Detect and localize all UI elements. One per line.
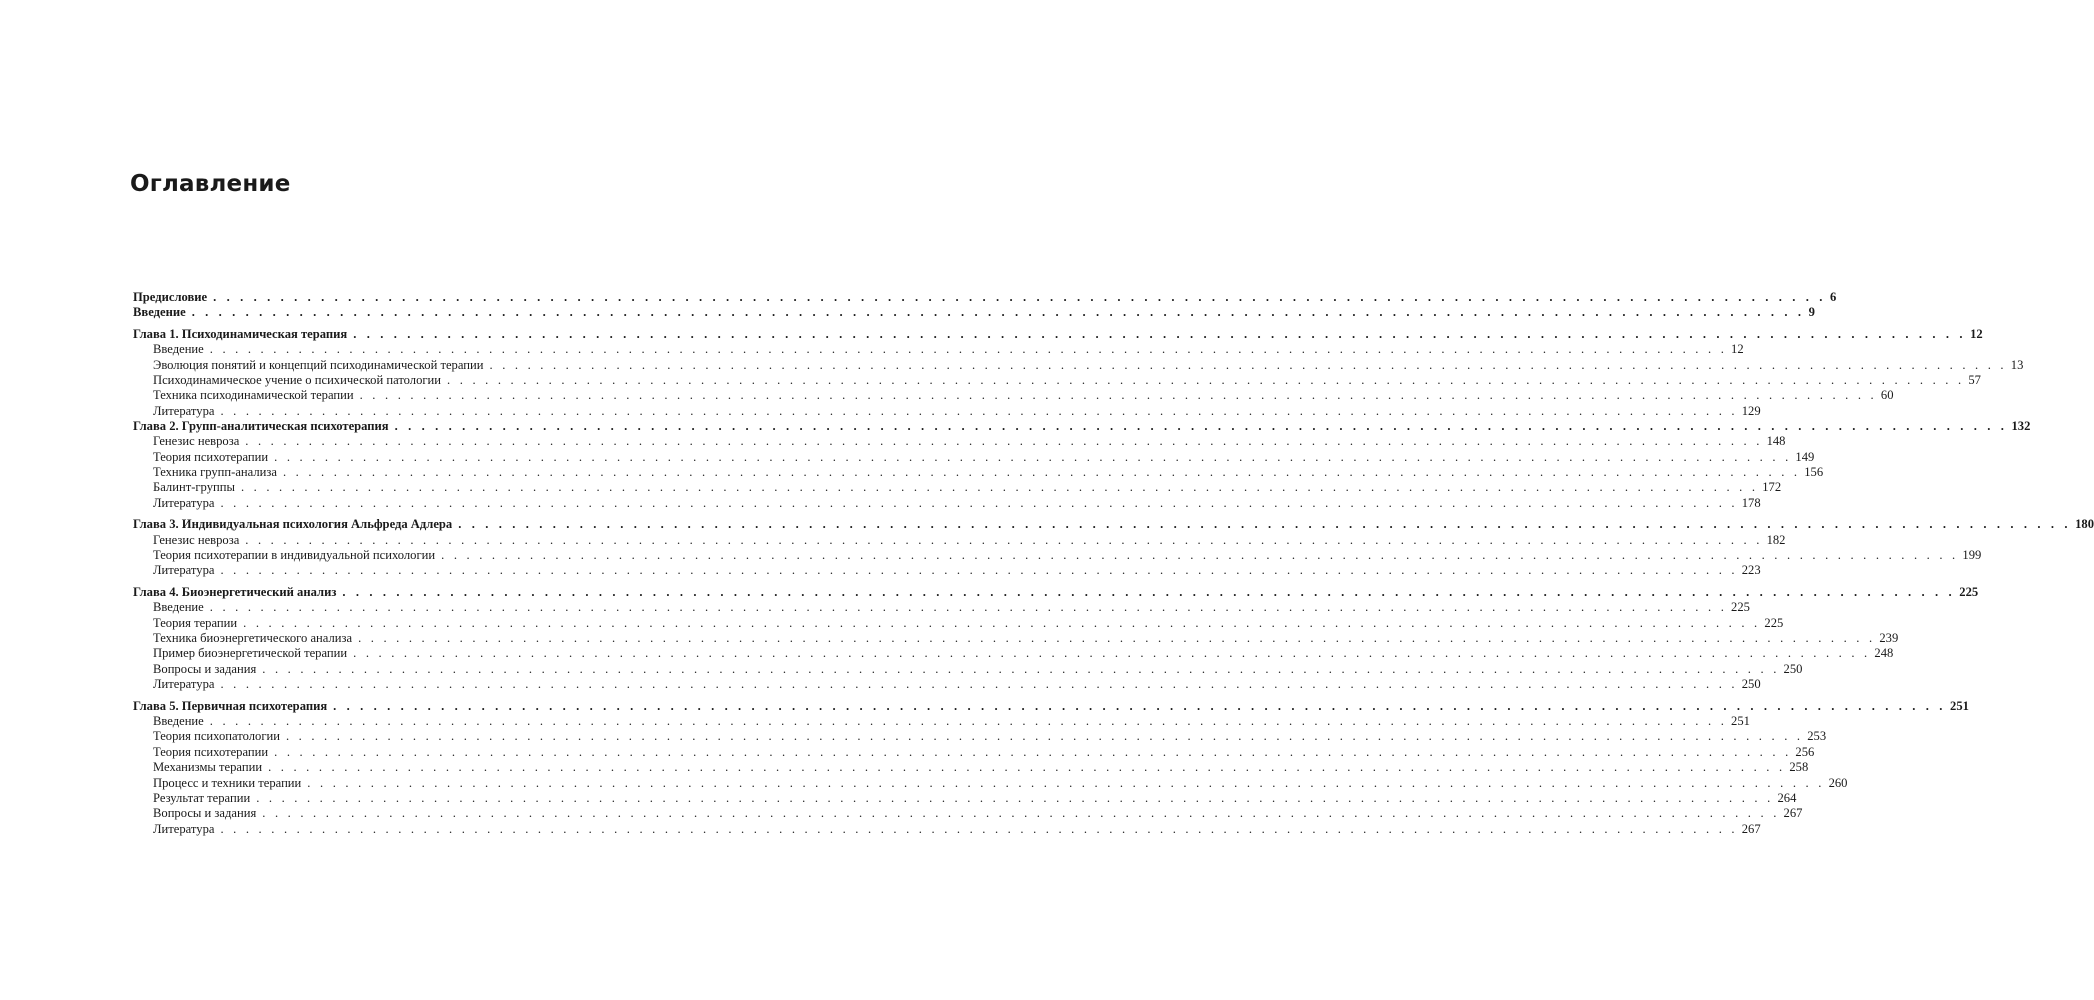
toc-section-entry[interactable] bbox=[133, 403, 1761, 419]
toc-entry-page-number: 172 bbox=[1762, 480, 1782, 495]
toc-section-entry[interactable] bbox=[133, 615, 1784, 631]
toc-entry-title: Литература bbox=[153, 495, 215, 510]
dot-leader: . . . . . . . . . . . . . . . . . . . . . . . . . . . . . . . . . . . . . . . . . . . . . . . . . . . . . . . . . . . . . . . . . . . . . . . . . . . . . . . . . . . . . . . . . . . . . . . . . . . . . . . . . . . . . . . . . . . . . . . . bbox=[245, 434, 1763, 449]
toc-entry-title: Введение bbox=[153, 600, 204, 615]
toc-entry-title: Литература bbox=[153, 821, 215, 836]
toc-entry-title: Теория психопатологии bbox=[153, 729, 280, 744]
dot-leader: . . . . . . . . . . . . . . . . . . . . . . . . . . . . . . . . . . . . . . . . . . . . . . . . . . . . . . . . . . . . . . . . . . . . . . . . . . . . . . . . . . . . . . . . . . . . . . . . . . . . . . . . . . . . . . . . . . . . . . . . bbox=[268, 760, 1786, 775]
dot-leader: . . . . . . . . . . . . . . . . . . . . . . . . . . . . . . . . . . . . . . . . . . . . . . . . . . . . . . . . . . . . . . . . . . . . . . . . . . . . . . . . . . . . . . . . . . . . . . . . . . . . . . . . . . . . . . . . . . . . . . . . bbox=[342, 585, 1956, 600]
toc-section-entry[interactable] bbox=[133, 760, 1809, 775]
toc-section-entry[interactable] bbox=[133, 631, 1899, 646]
toc-entry-title: Теория терапии bbox=[153, 615, 238, 630]
toc-entry-title: Генезис невроза bbox=[153, 532, 240, 547]
toc-chapter-entry[interactable] bbox=[133, 585, 1979, 600]
toc-entry-page-number: 225 bbox=[1764, 615, 1784, 630]
toc-entry-title: Введение bbox=[153, 342, 204, 357]
toc-entry-page-number: 12 bbox=[1731, 342, 1744, 357]
dot-leader: . . . . . . . . . . . . . . . . . . . . . . . . . . . . . . . . . . . . . . . . . . . . . . . . . . . . . . . . . . . . . . . . . . . . . . . . . . . . . . . . . . . . . . . . . . . . . . . . . . . . . . . . . . . . . . . . . . . . . . . . bbox=[285, 729, 1804, 744]
toc-entry-page-number: 199 bbox=[1962, 548, 1982, 563]
toc-entry-title: Техника биоэнергетического анализа bbox=[153, 631, 353, 646]
toc-entry-page-number: 250 bbox=[1783, 661, 1803, 676]
toc-entry-title: Результат терапии bbox=[153, 790, 251, 805]
toc-entry-title: Глава 2. Групп-аналитическая психотерапия bbox=[133, 419, 389, 434]
toc-chapter-entry[interactable] bbox=[133, 305, 1815, 320]
toc-entry-page-number: 12 bbox=[1970, 326, 1983, 341]
toc-entry-title: Глава 3. Индивидуальная психология Альфреда Адлера bbox=[133, 517, 453, 532]
toc-entry-title: Вопросы и задания bbox=[153, 661, 257, 676]
toc-entry-title: Литература bbox=[153, 677, 215, 692]
toc-entry-title: Техника групп-анализа bbox=[153, 465, 277, 480]
toc-entry-title: Эволюция понятий и концепций психодинамической терапии bbox=[153, 357, 484, 372]
toc-entry-title: Введение bbox=[133, 305, 186, 320]
table-of-contents bbox=[133, 290, 2094, 837]
toc-section-entry[interactable] bbox=[133, 480, 1782, 495]
dot-leader: . . . . . . . . . . . . . . . . . . . . . . . . . . . . . . . . . . . . . . . . . . . . . . . . . . . . . . . . . . . . . . . . . . . . . . . . . . . . . . . . . . . . . . . . . . . . . . . . . . . . . . . . . . . . . . . . . . . . . . . . bbox=[245, 532, 1763, 547]
toc-entry-title: Балинт-группы bbox=[153, 480, 235, 495]
dot-leader: . . . . . . . . . . . . . . . . . . . . . . . . . . . . . . . . . . . . . . . . . . . . . . . . . . . . . . . . . . . . . . . . . . . . . . . . . . . . . . . . . . . . . . . . . . . . . . . . . . . . . . . . . . . . . . . . . . . . . . . . bbox=[447, 373, 1965, 388]
dot-leader: . . . . . . . . . . . . . . . . . . . . . . . . . . . . . . . . . . . . . . . . . . . . . . . . . . . . . . . . . . . . . . . . . . . . . . . . . . . . . . . . . . . . . . . . . . . . . . . . . . . . . . . . . . . . . . . . . . . . . . . . bbox=[274, 449, 1792, 464]
dot-leader: . . . . . . . . . . . . . . . . . . . . . . . . . . . . . . . . . . . . . . . . . . . . . . . . . . . . . . . . . . . . . . . . . . . . . . . . . . . . . . . . . . . . . . . . . . . . . . . . . . . . . . . . . . . . . . . . . . . . . . . . bbox=[209, 714, 1728, 729]
toc-entry-page-number: 264 bbox=[1777, 790, 1797, 805]
toc-entry-page-number: 250 bbox=[1741, 677, 1761, 692]
dot-leader: . . . . . . . . . . . . . . . . . . . . . . . . . . . . . . . . . . . . . . . . . . . . . . . . . . . . . . . . . . . . . . . . . . . . . . . . . . . . . . . . . . . . . . . . . . . . . . . . . . . . . . . . . . . . . . . . . . . . . . . . bbox=[262, 806, 1780, 821]
dot-leader: . . . . . . . . . . . . . . . . . . . . . . . . . . . . . . . . . . . . . . . . . . . . . . . . . . . . . . . . . . . . . . . . . . . . . . . . . . . . . . . . . . . . . . . . . . . . . . . . . . . . . . . . . . . . . . . . . . . . . . . . bbox=[353, 646, 1871, 661]
toc-entry-title: Глава 5. Первичная психотерапия bbox=[133, 698, 328, 713]
toc-entry-title: Литература bbox=[153, 403, 215, 418]
toc-entry-page-number: 256 bbox=[1795, 744, 1815, 759]
dot-leader: . . . . . . . . . . . . . . . . . . . . . . . . . . . . . . . . . . . . . . . . . . . . . . . . . . . . . . . . . . . . . . . . . . . . . . . . . . . . . . . . . . . . . . . . . . . . . . . . . . . . . . . . . . . . . . . . . . . . . . . . bbox=[458, 517, 2072, 532]
toc-entry-page-number: 251 bbox=[1950, 698, 1969, 713]
dot-leader: . . . . . . . . . . . . . . . . . . . . . . . . . . . . . . . . . . . . . . . . . . . . . . . . . . . . . . . . . . . . . . . . . . . . . . . . . . . . . . . . . . . . . . . . . . . . . . . . . . . . . . . . . . . . . . . . . . . . . . . . bbox=[243, 615, 1761, 630]
toc-entry-page-number: 57 bbox=[1968, 373, 1981, 388]
toc-entry-title: Процесс и техники терапии bbox=[153, 775, 302, 790]
toc-entry-page-number: 260 bbox=[1828, 775, 1848, 790]
dot-leader: . . . . . . . . . . . . . . . . . . . . . . . . . . . . . . . . . . . . . . . . . . . . . . . . . . . . . . . . . . . . . . . . . . . . . . . . . . . . . . . . . . . . . . . . . . . . . . . . . . . . . . . . . . . . . . . . . . . . . . . . bbox=[220, 677, 1738, 692]
toc-entry-page-number: 156 bbox=[1804, 465, 1824, 480]
toc-entry-page-number: 13 bbox=[2010, 357, 2024, 372]
toc-section-entry[interactable] bbox=[133, 388, 1894, 403]
toc-section-entry[interactable] bbox=[133, 373, 1981, 388]
toc-section-entry[interactable] bbox=[133, 806, 1803, 821]
toc-section-entry[interactable] bbox=[133, 775, 1848, 791]
toc-entry-page-number: 60 bbox=[1880, 388, 1894, 403]
toc-entry-title: Глава 4. Биоэнергетический анализ bbox=[133, 585, 337, 600]
toc-chapter-entry[interactable] bbox=[133, 419, 2031, 434]
toc-section-entry[interactable] bbox=[133, 449, 1815, 465]
toc-chapter-entry[interactable] bbox=[133, 517, 2094, 532]
toc-entry-title: Введение bbox=[153, 714, 204, 729]
toc-entry-page-number: 132 bbox=[2011, 419, 2031, 434]
toc-entry-page-number: 225 bbox=[1731, 600, 1750, 615]
toc-entry-title: Психодинамическое учение о психической патологии bbox=[153, 373, 442, 388]
dot-leader: . . . . . . . . . . . . . . . . . . . . . . . . . . . . . . . . . . . . . . . . . . . . . . . . . . . . . . . . . . . . . . . . . . . . . . . . . . . . . . . . . . . . . . . . . . . . . . . . . . . . . . . . . . . . . . . . . . . . . . . . bbox=[274, 744, 1792, 759]
toc-entry-title: Механизмы терапии bbox=[153, 760, 263, 775]
dot-leader: . . . . . . . . . . . . . . . . . . . . . . . . . . . . . . . . . . . . . . . . . . . . . . . . . . . . . . . . . . . . . . . . . . . . . . . . . . . . . . . . . . . . . . . . . . . . . . . . . . . . . . . . . . . . . . . . . . . . . . . . bbox=[213, 290, 1827, 304]
toc-entry-page-number: 6 bbox=[1830, 290, 1837, 304]
dot-leader: . . . . . . . . . . . . . . . . . . . . . . . . . . . . . . . . . . . . . . . . . . . . . . . . . . . . . . . . . . . . . . . . . . . . . . . . . . . . . . . . . . . . . . . . . . . . . . . . . . . . . . . . . . . . . . . . . . . . . . . . bbox=[394, 419, 2008, 434]
toc-entry-title: Пример биоэнергетической терапии bbox=[153, 646, 348, 661]
dot-leader: . . . . . . . . . . . . . . . . . . . . . . . . . . . . . . . . . . . . . . . . . . . . . . . . . . . . . . . . . . . . . . . . . . . . . . . . . . . . . . . . . . . . . . . . . . . . . . . . . . . . . . . . . . . . . . . . . . . . . . . . bbox=[256, 790, 1774, 805]
dot-leader: . . . . . . . . . . . . . . . . . . . . . . . . . . . . . . . . . . . . . . . . . . . . . . . . . . . . . . . . . . . . . . . . . . . . . . . . . . . . . . . . . . . . . . . . . . . . . . . . . . . . . . . . . . . . . . . . . . . . . . . . bbox=[220, 403, 1738, 418]
toc-section-entry[interactable] bbox=[133, 744, 1815, 760]
toc-entry-page-number: 180 bbox=[2075, 517, 2094, 532]
toc-section-entry[interactable] bbox=[133, 548, 1982, 563]
toc-entry-page-number: 178 bbox=[1741, 495, 1761, 510]
toc-entry-page-number: 148 bbox=[1766, 434, 1786, 449]
dot-leader: . . . . . . . . . . . . . . . . . . . . . . . . . . . . . . . . . . . . . . . . . . . . . . . . . . . . . . . . . . . . . . . . . . . . . . . . . . . . . . . . . . . . . . . . . . . . . . . . . . . . . . . . . . . . . . . . . . . . . . . . bbox=[307, 775, 1825, 790]
toc-entry-title: Глава 1. Психодинамическая терапия bbox=[133, 326, 348, 341]
dot-leader: . . . . . . . . . . . . . . . . . . . . . . . . . . . . . . . . . . . . . . . . . . . . . . . . . . . . . . . . . . . . . . . . . . . . . . . . . . . . . . . . . . . . . . . . . . . . . . . . . . . . . . . . . . . . . . . . . . . . . . . . bbox=[441, 548, 1959, 563]
toc-chapter-entry[interactable] bbox=[133, 698, 1969, 714]
toc-section-entry[interactable] bbox=[133, 495, 1761, 511]
dot-leader: . . . . . . . . . . . . . . . . . . . . . . . . . . . . . . . . . . . . . . . . . . . . . . . . . . . . . . . . . . . . . . . . . . . . . . . . . . . . . . . . . . . . . . . . . . . . . . . . . . . . . . . . . . . . . . . . . . . . . . . . bbox=[209, 600, 1728, 615]
toc-entry-page-number: 248 bbox=[1874, 646, 1894, 661]
dot-leader: . . . . . . . . . . . . . . . . . . . . . . . . . . . . . . . . . . . . . . . . . . . . . . . . . . . . . . . . . . . . . . . . . . . . . . . . . . . . . . . . . . . . . . . . . . . . . . . . . . . . . . . . . . . . . . . . . . . . . . . . bbox=[220, 563, 1738, 578]
dot-leader: . . . . . . . . . . . . . . . . . . . . . . . . . . . . . . . . . . . . . . . . . . . . . . . . . . . . . . . . . . . . . . . . . . . . . . . . . . . . . . . . . . . . . . . . . . . . . . . . . . . . . . . . . . . . . . . . . . . . . . . . bbox=[220, 495, 1738, 510]
toc-section-entry[interactable] bbox=[133, 600, 1750, 615]
toc-entry-page-number: 258 bbox=[1789, 760, 1809, 775]
toc-chapter-entry[interactable] bbox=[133, 290, 1837, 305]
toc-section-entry[interactable] bbox=[133, 661, 1803, 677]
dot-leader: . . . . . . . . . . . . . . . . . . . . . . . . . . . . . . . . . . . . . . . . . . . . . . . . . . . . . . . . . . . . . . . . . . . . . . . . . . . . . . . . . . . . . . . . . . . . . . . . . . . . . . . . . . . . . . . . . . . . . . . . bbox=[191, 305, 1805, 320]
toc-entry-page-number: 267 bbox=[1783, 806, 1803, 821]
toc-section-entry[interactable] bbox=[133, 342, 1744, 357]
dot-leader: . . . . . . . . . . . . . . . . . . . . . . . . . . . . . . . . . . . . . . . . . . . . . . . . . . . . . . . . . . . . . . . . . . . . . . . . . . . . . . . . . . . . . . . . . . . . . . . . . . . . . . . . . . . . . . . . . . . . . . . . bbox=[209, 342, 1728, 357]
toc-entry-title: Вопросы и задания bbox=[153, 806, 257, 821]
toc-entry-page-number: 9 bbox=[1808, 305, 1815, 320]
toc-entry-title: Теория психотерапии bbox=[153, 449, 269, 464]
dot-leader: . . . . . . . . . . . . . . . . . . . . . . . . . . . . . . . . . . . . . . . . . . . . . . . . . . . . . . . . . . . . . . . . . . . . . . . . . . . . . . . . . . . . . . . . . . . . . . . . . . . . . . . . . . . . . . . . . . . . . . . . bbox=[282, 465, 1801, 480]
toc-section-entry[interactable] bbox=[133, 714, 1750, 729]
toc-entry-title: Предисловие bbox=[133, 290, 208, 304]
toc-entry-title: Теория психотерапии в индивидуальной психологии bbox=[153, 548, 436, 563]
dot-leader: . . . . . . . . . . . . . . . . . . . . . . . . . . . . . . . . . . . . . . . . . . . . . . . . . . . . . . . . . . . . . . . . . . . . . . . . . . . . . . . . . . . . . . . . . . . . . . . . . . . . . . . . . . . . . . . . . . . . . . . . bbox=[220, 821, 1738, 836]
toc-section-entry[interactable] bbox=[133, 677, 1761, 692]
toc-section-entry[interactable] bbox=[133, 646, 1894, 661]
toc-section-entry[interactable] bbox=[133, 821, 1761, 837]
toc-entry-page-number: 239 bbox=[1879, 631, 1899, 646]
dot-leader: . . . . . . . . . . . . . . . . . . . . . . . . . . . . . . . . . . . . . . . . . . . . . . . . . . . . . . . . . . . . . . . . . . . . . . . . . . . . . . . . . . . . . . . . . . . . . . . . . . . . . . . . . . . . . . . . . . . . . . . . bbox=[240, 480, 1759, 495]
toc-entry-page-number: 129 bbox=[1741, 403, 1761, 418]
toc-section-entry[interactable] bbox=[133, 434, 1786, 449]
page-title: Оглавление bbox=[130, 171, 291, 197]
dot-leader: . . . . . . . . . . . . . . . . . . . . . . . . . . . . . . . . . . . . . . . . . . . . . . . . . . . . . . . . . . . . . . . . . . . . . . . . . . . . . . . . . . . . . . . . . . . . . . . . . . . . . . . . . . . . . . . . . . . . . . . . bbox=[333, 698, 1947, 713]
toc-section-entry[interactable] bbox=[133, 563, 1761, 578]
toc-entry-page-number: 251 bbox=[1731, 714, 1750, 729]
toc-section-entry[interactable] bbox=[133, 532, 1786, 548]
dot-leader: . . . . . . . . . . . . . . . . . . . . . . . . . . . . . . . . . . . . . . . . . . . . . . . . . . . . . . . . . . . . . . . . . . . . . . . . . . . . . . . . . . . . . . . . . . . . . . . . . . . . . . . . . . . . . . . . . . . . . . . . bbox=[353, 326, 1967, 341]
toc-entry-page-number: 267 bbox=[1741, 821, 1761, 836]
toc-chapter-entry[interactable] bbox=[133, 326, 1983, 342]
toc-section-entry[interactable] bbox=[133, 357, 2024, 373]
toc-entry-title: Техника психодинамической терапии bbox=[153, 388, 354, 403]
dot-leader: . . . . . . . . . . . . . . . . . . . . . . . . . . . . . . . . . . . . . . . . . . . . . . . . . . . . . . . . . . . . . . . . . . . . . . . . . . . . . . . . . . . . . . . . . . . . . . . . . . . . . . . . . . . . . . . . . . . . . . . . bbox=[262, 661, 1780, 676]
toc-entry-title: Литература bbox=[153, 563, 215, 578]
toc-section-entry[interactable] bbox=[133, 790, 1797, 806]
toc-entry-page-number: 223 bbox=[1741, 563, 1761, 578]
dot-leader: . . . . . . . . . . . . . . . . . . . . . . . . . . . . . . . . . . . . . . . . . . . . . . . . . . . . . . . . . . . . . . . . . . . . . . . . . . . . . . . . . . . . . . . . . . . . . . . . . . . . . . . . . . . . . . . . . . . . . . . . bbox=[359, 388, 1877, 403]
toc-entry-page-number: 225 bbox=[1959, 585, 1979, 600]
dot-leader: . . . . . . . . . . . . . . . . . . . . . . . . . . . . . . . . . . . . . . . . . . . . . . . . . . . . . . . . . . . . . . . . . . . . . . . . . . . . . . . . . . . . . . . . . . . . . . . . . . . . . . . . . . . . . . . . . . . . . . . . bbox=[489, 357, 2007, 372]
toc-section-entry[interactable] bbox=[133, 465, 1824, 480]
toc-entry-title: Теория психотерапии bbox=[153, 744, 269, 759]
toc-entry-page-number: 253 bbox=[1807, 729, 1827, 744]
toc-entry-page-number: 182 bbox=[1766, 532, 1786, 547]
dot-leader: . . . . . . . . . . . . . . . . . . . . . . . . . . . . . . . . . . . . . . . . . . . . . . . . . . . . . . . . . . . . . . . . . . . . . . . . . . . . . . . . . . . . . . . . . . . . . . . . . . . . . . . . . . . . . . . . . . . . . . . . bbox=[358, 631, 1876, 646]
toc-entry-page-number: 149 bbox=[1795, 449, 1815, 464]
toc-entry-title: Генезис невроза bbox=[153, 434, 240, 449]
toc-section-entry[interactable] bbox=[133, 729, 1827, 744]
